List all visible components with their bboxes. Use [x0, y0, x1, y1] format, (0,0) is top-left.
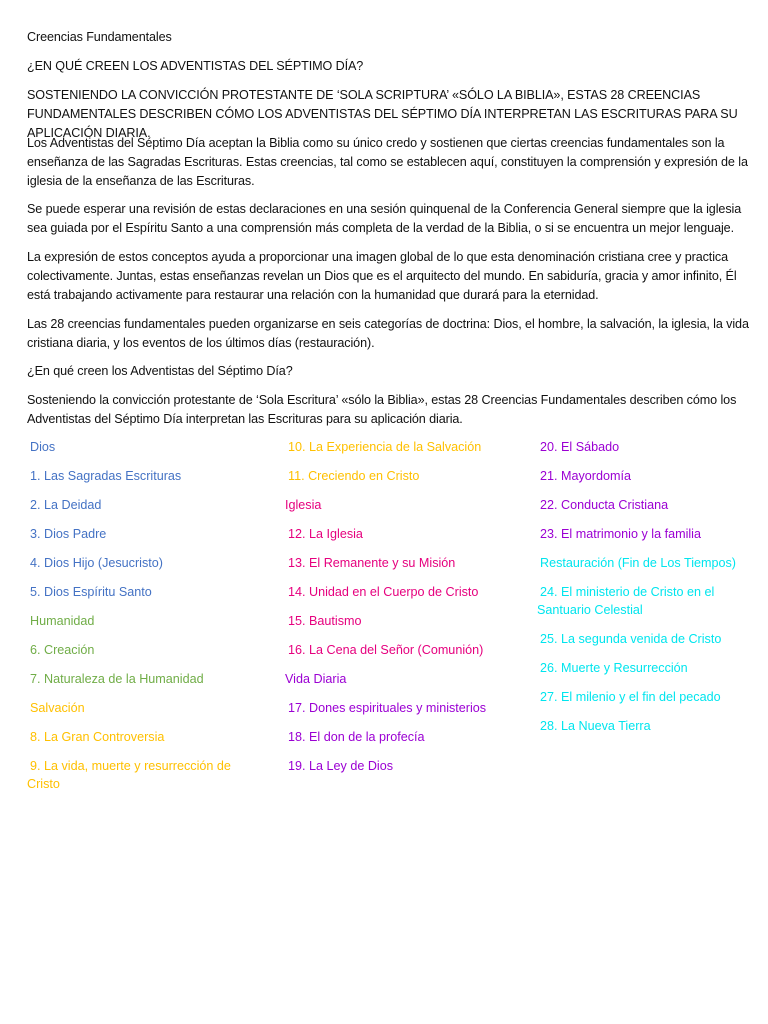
beliefs-column-3: [537, 438, 752, 746]
category-humanidad: Humanidad: [30, 614, 95, 628]
title-text: Creencias Fundamentales: [27, 30, 172, 44]
belief-item: 2. La Deidad: [30, 498, 102, 512]
paragraph-1-text: Los Adventistas del Séptimo Día aceptan la Biblia como su único credo y sostienen que ciertas creencias fundamentales son la enseñanza de las Sagradas Escrituras. Estas creencias, tal como se establecen aquí, constituyen la comprensión y expresión de la iglesia de la enseñanza de las Escrituras.: [27, 136, 748, 188]
document-title: [27, 28, 749, 47]
belief-item: 3. Dios Padre: [30, 527, 107, 541]
question-upper: [27, 57, 749, 76]
beliefs-column-2: [285, 438, 525, 786]
belief-item: 1. Las Sagradas Escrituras: [30, 469, 182, 483]
beliefs-columns: [0, 438, 768, 808]
belief-item: 23. El matrimonio y la familia: [540, 527, 701, 541]
belief-item: 10. La Experiencia de la Salvación: [288, 440, 482, 454]
belief-item: 21. Mayordomía: [540, 469, 631, 483]
paragraph-2: [27, 200, 749, 238]
beliefs-column-1: [27, 438, 247, 804]
belief-item: 5. Dios Espíritu Santo: [30, 585, 152, 599]
belief-item: 11. Creciendo en Cristo: [288, 469, 420, 483]
belief-item: 12. La Iglesia: [288, 527, 363, 541]
belief-item: 26. Muerte y Resurrección: [540, 661, 688, 675]
intro-upper-text: SOSTENIENDO LA CONVICCIÓN PROTESTANTE DE ‘SOLA SCRIPTURA’ «SÓLO LA BIBLIA», ESTAS 28 CREENCIAS FUNDAMENTALES DESCRIBEN CÓMO LOS ADVENTISTAS DEL SÉPTIMO DÍA INTERPRETAN LAS ESCRITURAS PARA SU APLICACIÓN DIARIA.: [27, 88, 738, 140]
paragraph-4: [27, 315, 749, 353]
belief-item: 20. El Sábado: [540, 440, 620, 454]
belief-item: 9. La vida, muerte y resurrección de Cristo: [27, 759, 231, 791]
belief-item: 13. El Remanente y su Misión: [288, 556, 456, 570]
category-dios: Dios: [30, 440, 56, 454]
category-restauracion: Restauración (Fin de Los Tiempos): [540, 556, 736, 570]
belief-item: 6. Creación: [30, 643, 95, 657]
belief-item: 7. Naturaleza de la Humanidad: [30, 672, 204, 686]
belief-item: 22. Conducta Cristiana: [540, 498, 669, 512]
belief-item: 25. La segunda venida de Cristo: [540, 632, 722, 646]
belief-item: 16. La Cena del Señor (Comunión): [288, 643, 484, 657]
belief-item: 27. El milenio y el fin del pecado: [540, 690, 721, 704]
paragraph-3: [27, 248, 749, 305]
paragraph-3-text: La expresión de estos conceptos ayuda a proporcionar una imagen global de lo que esta denominación cristiana cree y practica colectivamente. Juntas, estas enseñanzas revelan un Dios que es el arquitecto del mundo. En sabiduría, gracia y amor infinito, Él está trabajando activamente para restaurar una relación con la humanidad que durará para la eternidad.: [27, 250, 737, 302]
belief-item: 4. Dios Hijo (Jesucristo): [30, 556, 163, 570]
intro-paragraph: [27, 391, 749, 429]
paragraph-2-text: Se puede esperar una revisión de estas declaraciones en una sesión quinquenal de la Conferencia General siempre que la iglesia sea guiada por el Espíritu Santo a una comprensión más completa de la verdad de la Biblia, o si se encuentra un mejor lenguaje.: [27, 202, 742, 235]
belief-item: 19. La Ley de Dios: [288, 759, 394, 773]
category-vida-diaria: Vida Diaria: [285, 672, 347, 686]
category-iglesia: Iglesia: [285, 498, 322, 512]
question-text: ¿En qué creen los Adventistas del Séptimo Día?: [27, 364, 293, 378]
question-paragraph: [27, 362, 749, 381]
belief-item: 24. El ministerio de Cristo en el Santuario Celestial: [537, 585, 715, 617]
paragraph-4-text: Las 28 creencias fundamentales pueden organizarse en seis categorías de doctrina: Dios, el hombre, la salvación, la iglesia, la vida cristiana diaria, y los eventos de los últimos días (restauración).: [27, 317, 749, 350]
intro-text: Sosteniendo la convicción protestante de ‘Sola Escritura’ «sólo la Biblia», estas 28 Creencias Fundamentales describen cómo los Adventistas del Séptimo Día interpretan las Escrituras para su aplicación diaria.: [27, 393, 737, 426]
belief-item: 15. Bautismo: [288, 614, 362, 628]
question-upper-text: ¿EN QUÉ CREEN LOS ADVENTISTAS DEL SÉPTIMO DÍA?: [27, 59, 364, 73]
category-salvacion: Salvación: [30, 701, 85, 715]
belief-item: 17. Dones espirituales y ministerios: [288, 701, 487, 715]
belief-item: 8. La Gran Controversia: [30, 730, 165, 744]
belief-item: 14. Unidad en el Cuerpo de Cristo: [288, 585, 479, 599]
belief-item: 18. El don de la profecía: [288, 730, 425, 744]
paragraph-1: [27, 134, 749, 191]
belief-item: 28. La Nueva Tierra: [540, 719, 651, 733]
